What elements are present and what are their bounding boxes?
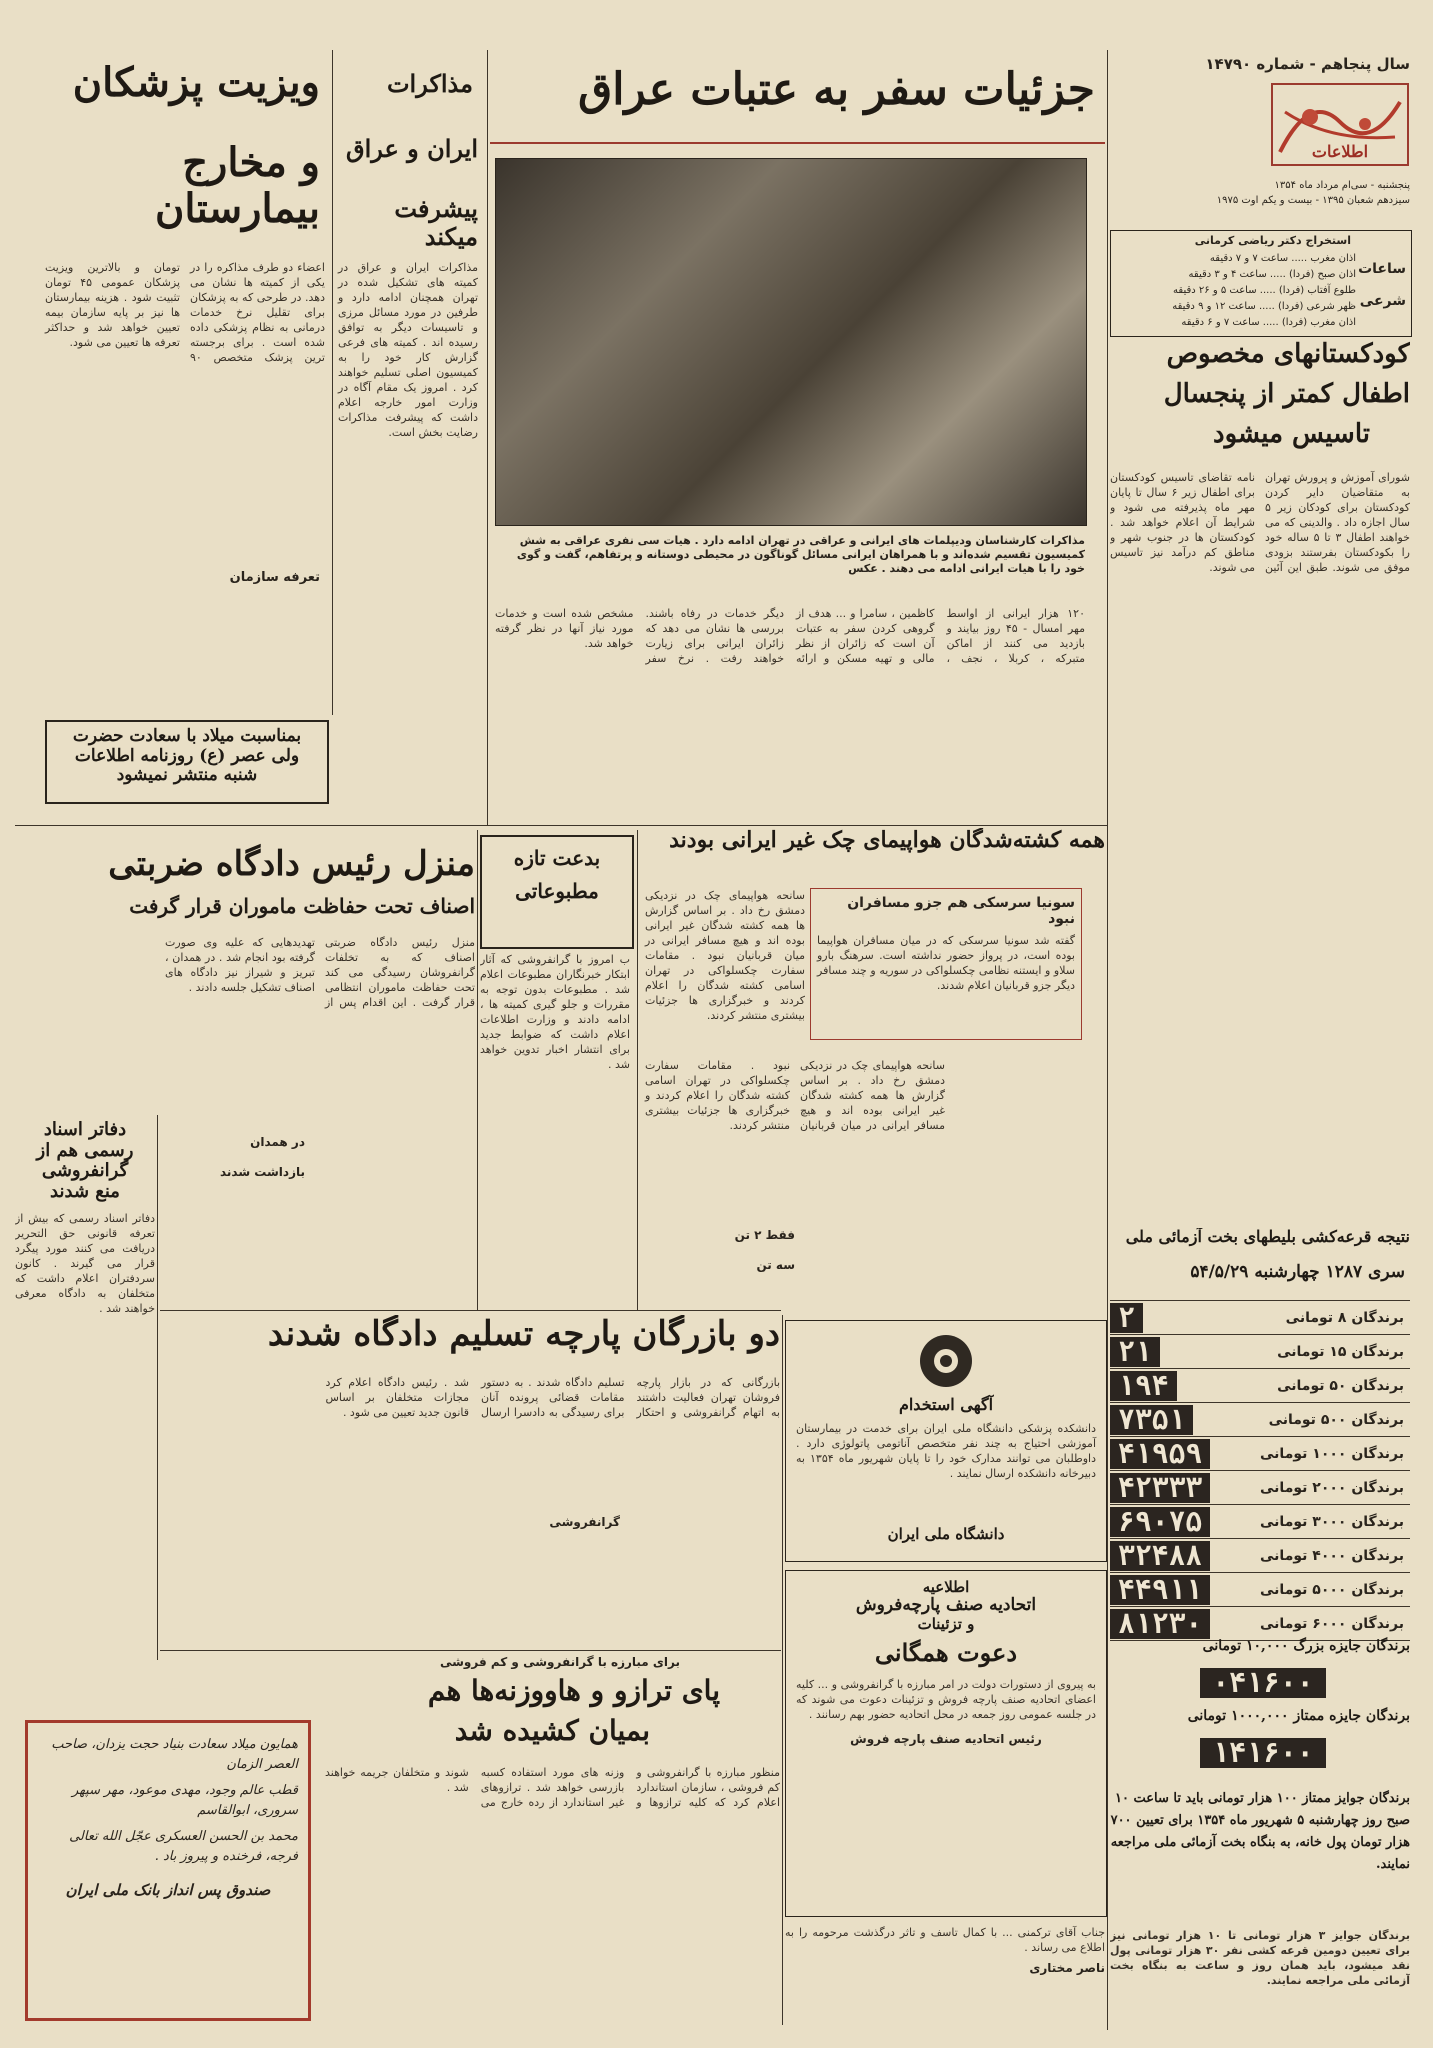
lottery-row-label: برندگان ۵۰ تومانی	[1277, 1377, 1404, 1394]
lottery-row-label: برندگان ۸ تومانی	[1285, 1309, 1404, 1326]
talks-headline-2: ایران و عراق	[345, 134, 478, 163]
rule	[477, 830, 478, 1310]
birthday-line-1: بمناسبت میلاد با سعادت حضرت	[72, 726, 302, 746]
doctors-subhead: تعرفه سازمان	[229, 570, 320, 585]
lottery-results	[1110, 1228, 1410, 2038]
new-press-box	[480, 835, 634, 949]
lottery-notice: برندگان جوایز ممتاز ۱۰۰ هزار تومانی باید تا ساعت ۱۰ صبح روز چهارشنبه ۵ شهریور ماه ۱۳۵۴ برای تعیین ۷۰۰ هزار تومان پول خانه، به بنگاه بخت آزمائی ملی مراجعه نمایند.	[1110, 1791, 1410, 1872]
judge-subhead-2: بازداشت شدند	[219, 1165, 305, 1179]
rule	[782, 1315, 783, 2025]
lottery-title: نتیجه قرعه‌کشی بلیطهای بخت آزمائی ملی	[1125, 1228, 1410, 1246]
employment-ad	[785, 1320, 1107, 1562]
hijackers-box	[810, 888, 1082, 1040]
kindergarten-headline-2: اطفال کمتر از پنجسال	[1163, 379, 1410, 409]
notaries-headline-1: دفاتر اسناد	[43, 1120, 127, 1140]
merchants-subhead: گرانفروشی	[549, 1515, 620, 1529]
prayer-time-row: ظهر شرعی (فردا) ..... ساعت ۱۲ و ۹ دقیقه	[1172, 301, 1356, 312]
prayer-times-list	[1116, 251, 1356, 331]
rule	[1107, 50, 1108, 2030]
merchants-body: بازرگانی که در بازار پارچه فروشان تهران فعالیت داشتند به اتهام گرانفروشی و احتکار تسلیم دادگاه شدند . به دستور مقامات قضائی پرونده آنان برای رسیدگی به دادسرا ارسال شد . رئیس دادگاه اعلام کرد مجازات متخلفان بر اساس قانون جدید تعیین می شود .	[325, 1376, 780, 1419]
lottery-row-number: ۲۱	[1110, 1337, 1160, 1367]
kindergarten-headline-1: کودکستانهای مخصوص	[1166, 340, 1410, 369]
hijackers-subhead-2: سه تن	[756, 1258, 795, 1272]
lottery-row-label: برندگان ۱۵ تومانی	[1277, 1343, 1404, 1360]
masthead	[1110, 50, 1410, 230]
talks-headline-3: پیشرفت میکند	[394, 194, 478, 251]
doctors-headline-2: و مخارج بیمارستان	[155, 139, 320, 232]
photo-caption: مذاکرات کارشناسان ودیپلمات های ایرانی و عراقی در تهران ادامه دارد . هیات سی نفری عراقی به شش کمیسیون تقسیم شده‌اند و با همراهان ایرانی مسائل گوناگون در محیطی دوستانه و پرتفاهم، گفت و گوی خود را با هیات ایرانی ادامه می دهند . عکس	[516, 534, 1085, 575]
meeting-photo	[495, 158, 1087, 526]
lottery-row	[1110, 1403, 1410, 1437]
condolence-body: جناب آقای ترکمنی ... با کمال تاسف و تاثر درگذشت مرحومه را به اطلاع می رساند .	[785, 1926, 1105, 1954]
prayer-time-row: اذان مغرب ..... ساعت ۷ و ۷ دقیقه	[1209, 253, 1356, 264]
lottery-row-label: برندگان ۵۰۰ تومانی	[1268, 1411, 1404, 1428]
notaries-story	[15, 1120, 155, 1660]
lead-body: ۱۲۰ هزار ایرانی از اواسط مهر امسال - ۴۵ روز بیایند و بازدید می کنند از اماکن متبرکه ، کربلا ، نجف ، کاظمین ، سامرا و ... هدف از گروهی کردن سفر به عتبات آن است که زائران از نظر مالی و تهیه مسکن و ارائه دیگر خدمات در رفاه باشند. بررسی ها نشان می دهد که زائران ایرانی برای زیارت خواهند رفت . نرخ سفر مشخص شده است و خدمات مورد نیاز آنها در نظر گرفته خواهد شد.	[495, 607, 1085, 665]
union-title-2: اتحادیه صنف پارچه‌فروش	[855, 1595, 1037, 1616]
rule	[637, 830, 638, 1310]
lottery-row-number: ۳۲۴۸۸	[1110, 1541, 1210, 1571]
lottery-row	[1110, 1437, 1410, 1471]
lottery-row-label: برندگان ۱۰۰۰ تومانی	[1260, 1445, 1404, 1462]
rule	[487, 50, 488, 825]
kindergarten-headline-3: تاسیس میشود	[1213, 419, 1370, 449]
big-prize-number: ۰۴۱۶۰۰	[1200, 1668, 1326, 1698]
lottery-row	[1110, 1607, 1410, 1641]
notaries-headline-2: رسمی هم از	[36, 1139, 134, 1161]
lottery-notice-2: برندگان جوایز ۳ هزار تومانی تا ۱۰ هزار تومانی نیز برای تعیین دومین قرعه کشی نفر ۳۰ هزار تومانی پول نقد میشود، باید همان روز و ساعت به بنگاه بخت آزمائی ملی مراجعه نمایند.	[1110, 1929, 1410, 1987]
lead-headline: جزئیات سفر به عتبات عراق	[578, 64, 1095, 115]
talks-body: مذاکرات ایران و عراق در کمیته های تشکیل شده در تهران همچنان ادامه دارد و طرفین در مورد مسائل مرزی و تاسیسات دیگر به توافق رسیده اند . کمیته های فرعی گزارش کار خود را به کمیسیون اصلی تسلیم خواهند کرد . امروز یک مقام آگاه در وزارت امور خارجه اعلام داشت که پیشرفت مذاکرات رضایت بخش است.	[338, 261, 478, 439]
judge-subhead-1: در همدان	[250, 1135, 305, 1149]
rule	[15, 825, 1107, 826]
rule	[157, 1115, 158, 1660]
scales-headline-1: پای ترازو و هاووزنه‌ها هم	[427, 1674, 720, 1707]
rule	[160, 1310, 781, 1311]
prayer-time-row: اذان مغرب (فردا) ..... ساعت ۷ و ۶ دقیقه	[1181, 317, 1356, 328]
hijackers-headline: همه کشته‌شدگان هواپیمای چک‌ غیر ایرانی بودند	[669, 828, 1105, 853]
doctors-body: اعضاء دو طرف مذاکره را در یکی از کمیته ها نشان می دهد. در طرحی که به پزشکان برای تقلیل نرخ خدمات درمانی به نظام پزشکی داده شده است . برای برجسته ترین پزشک متخصص ۹۰ تومان و بالاترین ویزیت پزشکان عمومی ۴۵ تومان تثبیت شود . هزینه بیمارستان ها نیز بر پایه سازمان بیمه تعیین خواهد شد و حداکثر تعرفه ها تعیین می شود.	[45, 261, 325, 364]
lottery-row	[1110, 1539, 1410, 1573]
lottery-row	[1110, 1369, 1410, 1403]
lottery-row-label: برندگان ۲۰۰۰ تومانی	[1260, 1479, 1404, 1496]
birthday-line-3: شنبه منتشر نمیشود	[116, 765, 258, 786]
kindergarten-body: شورای آموزش و پرورش تهران به متقاضیان دایر کردن کودکستان برای کودکان زیر ۵ سال اجازه داد . والدینی که می خواهند اطفال ۳ تا ۵ ساله خود را بکودکستان بفرستند بزودی موفق می شوند. طبق این آئین نامه تقاضای تاسیس کودکستان برای اطفال زیر ۶ سال تا پایان مهر ماه پذیرفته می شود و شرایط آن اعلام خواهد شد . کودکستان ها در جنوب شهر و مناطق کم درآمد نیز تاسیس می شوند.	[1110, 471, 1410, 574]
scales-body: منظور مبارزه با گرانفروشی و کم فروشی ، سازمان استاندارد اعلام کرد که کلیه ترازوها و وزنه های مورد استفاده کسبه بازرسی خواهد شد . ترازوهای غیر استاندارد از رده خارج می شوند و متخلفان جریمه خواهند شد .	[325, 1766, 780, 1809]
issue-line: سال پنجاهم - شماره ۱۴۷۹۰	[1205, 55, 1410, 73]
scales-story	[320, 1655, 780, 2025]
greeting-line-4: صندوق پس انداز بانک ملی ایران	[65, 1881, 271, 1899]
prayer-label-1: ساعات	[1358, 261, 1406, 277]
notaries-body: دفاتر اسناد رسمی که بیش از تعرفه قانونی حق التحریر دریافت می کنند مورد پیگرد قرار می گیرند . کانون سردفتران اعلام داشت که متخلفان به دادگاه معرفی خواهند شد .	[15, 1211, 155, 1315]
condolence-notice	[785, 1925, 1105, 2025]
judge-body: منزل رئیس دادگاه ضربتی اصناف که به تخلفات گرانفروشان رسیدگی می کند تحت حفاظت ماموران انتظامی قرار گرفت . این اقدام پس از تهدیدهایی که علیه وی صورت گرفته بود انجام شد . در همدان ، تبریز و شیراز نیز دادگاه های اصناف تشکیل جلسه دادند .	[165, 936, 475, 1009]
prayer-times-title: استخراج دکتر ریاضی کرمانی	[1194, 234, 1351, 247]
judge-headline-1: منزل رئیس دادگاه ضربتی	[108, 844, 475, 884]
employment-body: دانشکده پزشکی دانشگاه ملی ایران برای خدمت در بیمارستان آموزشی احتیاج به چند نفر متخصص آناتومی پاتولوژی دارد . داوطلبان می توانند مدارک خود را تا پایان شهریور ماه ۱۳۵۴ به دبیرخانه دانشکده ارسال نمایند .	[796, 1422, 1096, 1480]
greeting-line-1: همایون میلاد سعادت بنیاد حجت یزدان، صاحب العصر الزمان	[51, 1737, 298, 1772]
prayer-label-2: شرعی	[1359, 293, 1406, 309]
lottery-row	[1110, 1573, 1410, 1607]
birthday-line-2: ولی عصر (ع) روزنامه اطلاعات	[74, 745, 300, 766]
university-emblem	[916, 1331, 976, 1391]
kindergarten-story	[1110, 340, 1410, 1220]
lottery-row-number: ۴۴۹۱۱	[1110, 1575, 1210, 1605]
prayer-times-box	[1110, 230, 1412, 337]
notaries-headline-4: منع شدند	[50, 1181, 120, 1203]
talks-headline-1: مذاکرات	[386, 69, 473, 98]
lottery-row-number: ۲	[1110, 1303, 1143, 1333]
prayer-time-row: اذان صبح (فردا) ..... ساعت ۴ و ۳ دقیقه	[1188, 269, 1356, 280]
lottery-row-label: برندگان ۳۰۰۰ تومانی	[1260, 1513, 1404, 1530]
greeting-line-3: محمد بن الحسن العسکری عجّل الله تعالی فرجه، فرخنده و پیروز باد .	[69, 1829, 298, 1864]
big-prize-label: برندگان جایزه بزرگ ۱۰,۰۰۰ تومانی	[1202, 1638, 1410, 1654]
lottery-table	[1110, 1300, 1410, 1641]
hijackers-subhead-1: فقط ۲ تن	[734, 1228, 795, 1242]
date-line-1: پنجشنبه - سی‌ام مرداد ماه ۱۳۵۴	[1274, 180, 1410, 191]
employment-signature: دانشگاه ملی ایران	[887, 1525, 1005, 1543]
lottery-row-number: ۱۹۴	[1110, 1371, 1177, 1401]
union-notice	[785, 1570, 1107, 1917]
logo	[1270, 82, 1410, 167]
union-title-4: دعوت همگانی	[874, 1638, 1018, 1668]
lottery-row	[1110, 1335, 1410, 1369]
lottery-row-number: ۶۹۰۷۵	[1110, 1507, 1210, 1537]
new-press-headline-2: مطبوعاتی	[515, 879, 599, 903]
talks-column	[333, 50, 483, 820]
hijackers-box-title: سونیا سرسکی هم جزو مسافران نبود	[847, 895, 1075, 927]
birthday-notice	[45, 720, 329, 804]
notaries-headline-3: گرانفروشی	[41, 1160, 129, 1182]
lottery-row-number: ۷۳۵۱	[1110, 1405, 1193, 1435]
union-title-3: و تزئینات	[917, 1614, 975, 1633]
date-line-2: سیزدهم شعبان ۱۳۹۵ - بیست و یکم اوت ۱۹۷۵	[1216, 195, 1410, 206]
hijackers-body: سانحه هواپیمای چک در نزدیکی دمشق رخ داد . بر اساس گزارش ها همه کشته شدگان غیر ایرانی بوده اند و هیچ مسافر ایرانی در میان قربانیان نبود . مقامات سفارت چکسلواکی در تهران اسامی کشته شدگان را اعلام کردند و خبرگزاری ها جزئیات بیشتری منتشر کردند.	[645, 889, 805, 1022]
lottery-row	[1110, 1505, 1410, 1539]
new-press-headline-1: بدعت تازه	[513, 846, 601, 870]
hijackers-story	[640, 828, 1105, 1318]
lottery-row-number: ۴۲۳۳۳	[1110, 1473, 1210, 1503]
greeting-ad	[25, 1720, 311, 2021]
prayer-time-row: طلوع آفتاب (فردا) ..... ساعت ۵ و ۲۶ دقیقه	[1173, 285, 1356, 296]
lottery-row-label: برندگان ۶۰۰۰ تومانی	[1260, 1615, 1404, 1632]
lead-story	[490, 50, 1105, 820]
rule	[160, 1650, 781, 1651]
greeting-line-2: قطب عالم وجود، مهدی موعود، مهر سپهر سروری، ابوالقاسم	[72, 1783, 298, 1818]
union-signature: رئیس اتحادیه صنف پارچه فروش	[850, 1731, 1042, 1746]
doctors-headline-1: ویزیت پزشکان	[72, 59, 320, 106]
doctors-story	[40, 50, 330, 710]
employment-title: آگهی استخدام	[898, 1395, 994, 1414]
lottery-series: سری ۱۲۸۷ چهارشنبه ۵۴/۵/۲۹	[1190, 1262, 1405, 1282]
hijackers-box-body: گفته شد سونیا سرسکی که در میان مسافران هواپیما بوده است، در پرواز حضور نداشته است. سرهنگ بارو سلاو و ایستنه نظامی چکسلواکی در سوریه و چند مسافر دیگر جزو قربانیان اعلام شدند.	[817, 934, 1075, 992]
scales-kicker: برای مبارزه با گرانفروشی و کم فروشی	[439, 1655, 680, 1669]
rule	[332, 50, 333, 715]
union-body: به پیروی از دستورات دولت در امر مبارزه با گرانفروشی و ... کلیه اعضای اتحادیه صنف پارچه فروش و تزئینات دعوت می شوند که در جلسه عمومی روز جمعه در محل اتحادیه حضور بهم رسانند .	[796, 1677, 1096, 1721]
merchants-story	[160, 1315, 780, 1655]
logo-text: اطلاعات	[1311, 142, 1369, 161]
union-title-1: اطلاعیه	[922, 1578, 970, 1596]
merchants-headline: دو بازرگان پارچه تسلیم دادگاه شدند	[267, 1315, 780, 1354]
lottery-row	[1110, 1471, 1410, 1505]
scales-headline-2: بمیان کشیده شد	[454, 1714, 650, 1747]
lottery-row-number: ۴۱۹۵۹	[1110, 1439, 1210, 1469]
lottery-row-label: برندگان ۴۰۰۰ تومانی	[1260, 1547, 1404, 1564]
lottery-row-number: ۸۱۲۳۰	[1110, 1609, 1210, 1639]
lottery-row	[1110, 1301, 1410, 1335]
judge-headline-2: اصناف تحت حفاظت ماموران قرار گرفت	[129, 894, 475, 918]
new-press-body: ب امروز با گرانفروشی که آثار ابتکار خبرنگاران مطبوعات اعلام شد . مطبوعات بدون توجه به مقررات و جلو گیری کمیته ها ، ادامه دادند و وزارت اطلاعات اعلام داشت که ضوابط جدید برای انتشار اخبار تدوین خواهد شد .	[480, 953, 630, 1071]
lottery-row-label: برندگان ۵۰۰۰ تومانی	[1260, 1581, 1404, 1598]
hijackers-body-2: سانحه هواپیمای چک در نزدیکی دمشق رخ داد . بر اساس گزارش ها همه کشته شدگان غیر ایرانی بوده اند و هیچ مسافر ایرانی در میان قربانیان نبود . مقامات سفارت چکسلواکی در تهران اسامی کشته شدگان را اعلام کردند و خبرگزاری ها جزئیات بیشتری منتشر کردند.	[645, 1059, 945, 1132]
grand-prize-number: ۱۴۱۶۰۰	[1200, 1738, 1326, 1768]
condolence-signature: ناصر مختاری	[1029, 1961, 1105, 1975]
grand-prize-label: برندگان جایزه ممتاز ۱۰۰۰,۰۰۰ تومانی	[1187, 1708, 1410, 1724]
